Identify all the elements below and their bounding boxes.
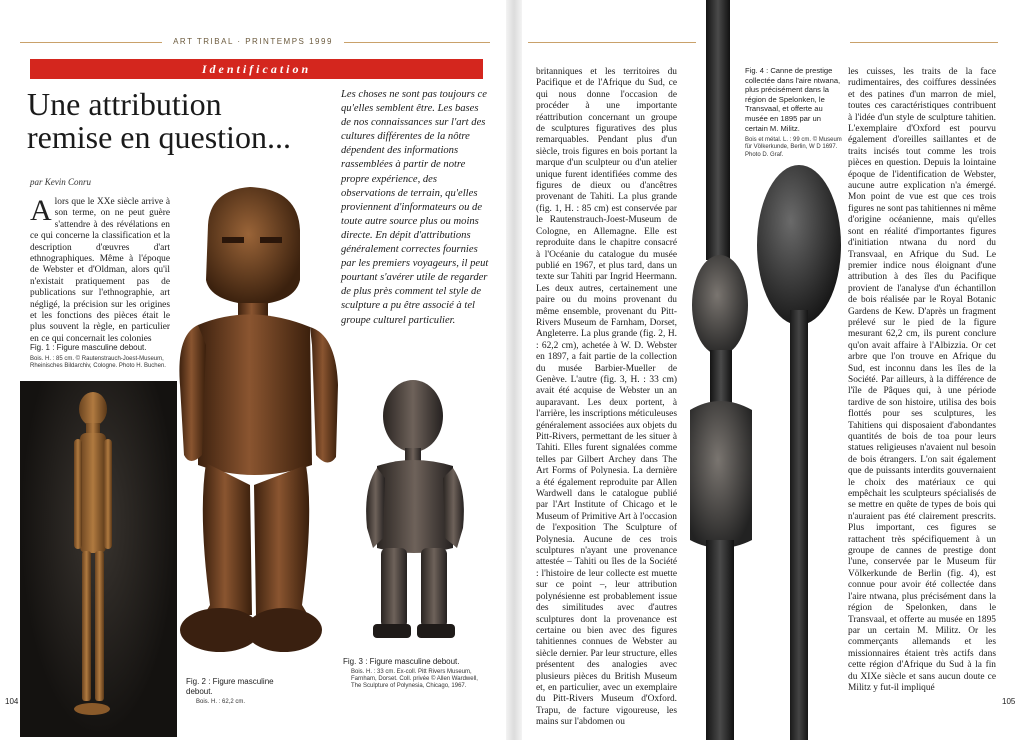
title-line-2: remise en question... <box>27 119 291 155</box>
byline: par Kevin Conru <box>30 177 92 187</box>
fig2-photo <box>150 185 350 675</box>
section-banner <box>30 59 483 79</box>
title-line-1: Une attribution <box>27 86 222 122</box>
fig3-caption <box>343 657 483 691</box>
fig1-title: Fig. 1 : Figure masculine debout. <box>30 343 147 352</box>
fig3-photo <box>355 378 473 648</box>
article-title <box>27 88 337 154</box>
header-rule-right-page <box>528 42 696 43</box>
fig2-caption <box>186 677 276 706</box>
intro-column <box>30 194 170 344</box>
header-rule-right-page-2 <box>850 42 998 43</box>
header-rule-right <box>344 42 490 43</box>
fig1-credit: Bois. H. : 85 cm. © Rautenstrauch-Joest-Museum, Rheinisches Bildarchiv, Cologne. Photo H. Buchen. <box>30 356 166 370</box>
fig2-credit: Bois. H. : 62,2 cm. <box>196 699 246 705</box>
fig4-knob-drawing <box>754 160 844 740</box>
page-number-right: 105 <box>1002 697 1016 706</box>
fig3-credit: Bois. H. : 33 cm. Ex-coll. Pitt Rivers Museum, Farnham, Dorset. Coll. privée © Allen Wardwell, The Sculpture of Polynesia, Chicago, 1967. <box>351 669 478 690</box>
fig4-credit: Bois et métal. L. : 99 cm. © Museum für Völkerkunde, Berlin, W D 1697. Photo D. Graf. <box>745 137 842 158</box>
drop-cap: A <box>30 194 52 227</box>
page-gutter <box>506 0 522 740</box>
header-rule-left <box>20 42 162 43</box>
fig4-photo-knob <box>754 160 844 740</box>
right-column-1: britanniques et les territoires du Pacifique et de l'Afrique du Sud, ce qui nous donne l'occasion de procéder à une importante réattribution concernant un groupe de sculptures figuratives des plus remarquables. Pendant plus d'un siècle, trois figures en bois portant la marque d'un sculpteur ou d'un atelier unique furent identifiées comme des figures de dieux ou d'ancêtres provenant de Tahiti. La plus grande (fig. 1, H. : 85 cm) est conservée par le Rautenstrauch-Joest-Museum de Cologne, en Allemagne. Elle est reproduite dans le chapitre consacré à l'Océanie du catalogue du musée publié en 1967, et plus tard, dans un texte sur Tahiti par Ingrid Heermann. Les deux autres, certainement une paire ou du moins provenant du même ensemble, provenant du Pitt-Rivers Museum de Farnham, Dorset, Angleterre. La plus grande (fig. 2, H. : 62,2 cm), achetée à W. D. Webster en 1897, a fait partie de la collection du musée Barbier-Mueller de Genève. L'autre (fig. 3, H. : 33 cm) avait été acquise de Webster un an auparavant. Les deux portent, à l'arrière, les inscriptions méticuleuses généralement associées aux objets du Pitt-Rivers, permettant de les situer à Tahiti. Elles furent signalées comme telles par Gilbert Archey dans The Art Forms of Polynesia. La dernière a été également reproduite par Allen Wardwell dans le catalogue publié par l'Art Institute of Chicago et le Museum of Primitive Art à l'occasion de l'exposition The Sculpture of Polynesia. Aucune de ces trois sculptures n'ayant une provenance attestée – Tahiti ou îles de la Société : l'histoire de leur collecte est muette sur ce point –, leur attribution polynésienne est probablement issue des similitudes avec d'autres sculptures dont la provenance est certaine ou bien avec des figures tahitiennes connues de Webster au siècle dernier. Par leur structure, elles présentent des analogies avec plusieurs pièces du British Museum et, en particulier, avec un exemplaire du Pitt-Rivers Museum d'Oxford. Trapu, de facture vigoureuse, les mains sur l'abdomen ou <box>536 67 677 728</box>
fig4-title: Fig. 4 : Canne de prestige collectée dans l'aire ntwana, plus précisément dans la région de Spelonken, le Transvaal, et offerte au musée en 1895 par un certain M. Militz. <box>745 66 841 133</box>
fig2-title: Fig. 2 : Figure masculine debout. <box>186 677 274 696</box>
section-label: Identification <box>201 62 312 76</box>
page-number-left: 104 <box>5 697 19 706</box>
fig2-figure-drawing <box>150 185 350 675</box>
intro-paragraph: lors que le XXe siècle arrive à son terme, on ne peut guère s'attendre à des révélations en ce qui concerne la classification et la description d'œuvres d'art ethnographiques. Même à l'époque de Webster et d'Oldman, alors qu'il n'existait pratiquement pas de publications sur l'ethnographie, art négligé, la précision sur les origines et les fonctions des pièces était le plus souvent la règle, en particulier en ce qui concernait les colonies <box>30 197 170 344</box>
fig3-title: Fig. 3 : Figure masculine debout. <box>343 657 460 666</box>
fig3-figure-drawing <box>355 378 473 648</box>
right-column-3: les cuisses, les traits de la face rudimentaires, des coiffures dessinées et des patines d'un marron de miel, toutes ces caractéristiques contribuent à l'idée d'un style de sculpture tahitien. L'exemplaire d'Oxford est pourvu également d'oreilles saillantes et de traits incisés tout comme les trois pièces en question. Depuis la lointaine époque de l'identification de Webster, aucune autre explication n'a émergé. Mon point de vue est que ces trois figures ne sont pas tahitiennes ni même d'origine océanienne, mais qu'elles sont en réalité d'importantes figures d'initiation ntwana du nord du Transvaal, en Afrique du Sud. Le premier indice nous éloignant d'une attribution à des îles du Pacifique provient de l'analyse d'un échantillon de bois réalisée par le Royal Botanic Gardens de Kew. D'après un fragment prélevé sur le pied de la figure mesurant 62,2 cm, ils purent conclure qu'on avait affaire à l'Albizzia. Or cet arbre que l'on trouve en Afrique du Sud, est inconnu dans les îles de la Société. Par ailleurs, à la différence de l'île de Pâques qui, à une période tardive de son histoire, utilisa des bois flottés pour ses sculptures, les Tahitiens qui disposaient d'abondantes quantités de bois de toa pour leurs statues religieuses n'avaient nul besoin de bois étrangers. L'on sait également que de puissants interdits gouvernaient le choix des matériaux ce qui empêchait les sculpteurs spécialisés de se mettre en quête de types de bois qui n'auraient pas été clairement prescrits. Plus important, ces figures se rattachent très spécifiquement à un groupe de cannes de prestige dont l'une, conservée par le Museum für Völkerkunde de Berlin (fig. 4), est connue pour avoir été collectée dans l'aire ntwana, plus précisément dans la région de Spelonken, dans le Transvaal, et offerte au musée en 1895 par un certain M. Militz. Or les commerçants allemands et les missionnaires étaient très actifs dans cette région d'Afrique du Sud à la fin du XIXe siècle et sans aucun doute ce Militz y fut-il impliqué <box>848 67 996 693</box>
fig4-caption <box>745 66 845 159</box>
running-header: ART TRIBAL · PRINTEMPS 1999 <box>173 37 333 46</box>
pull-quote: Les choses ne sont pas toujours ce qu'elles semblent être. Les bases de nos connaissances sur l'art des cultures différentes de la nôtre dépendent des informations rassemblées à partir de notre propre expérience, des observations de terrain, qu'elles proviennent d'informateurs ou de toute autre source plus ou moins directe. En dépit d'attributions généralement correctes fournies par les premiers voyageurs, il peut pourtant s'avérer utile de regarder de plus près comment tel style de sculpture a pu être associé à tel groupe culturel particulier. <box>341 89 489 326</box>
